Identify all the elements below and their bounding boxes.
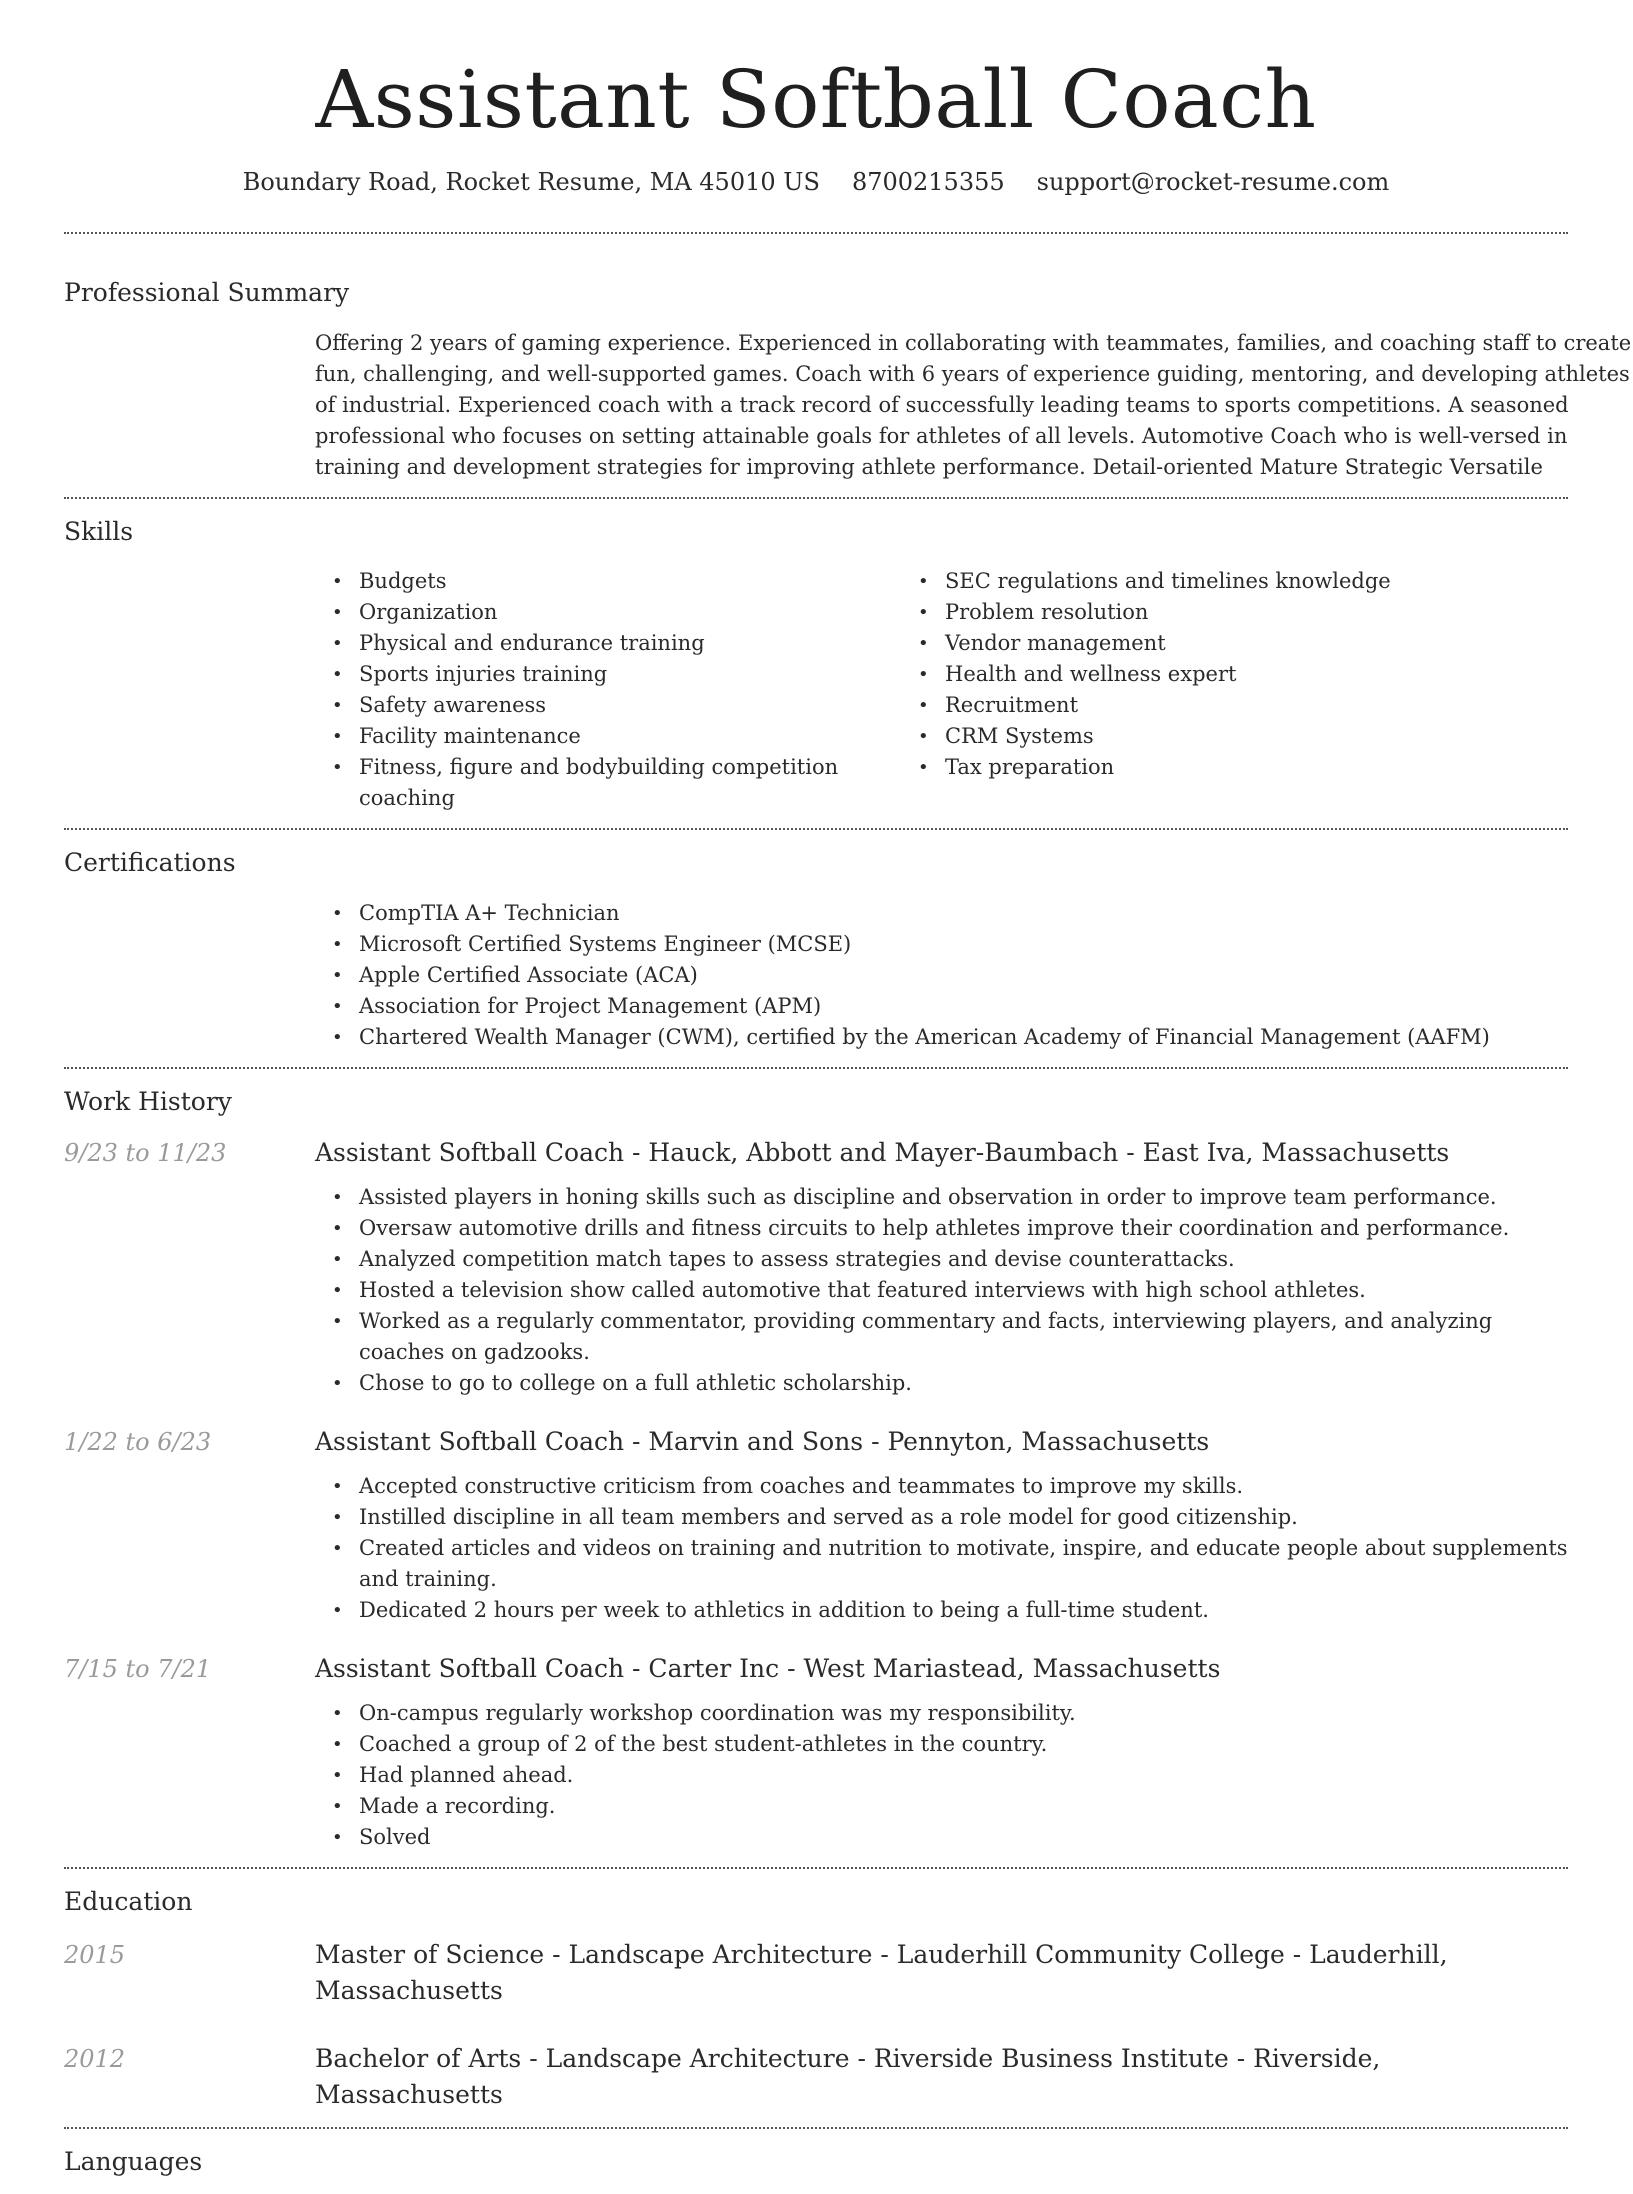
job-bullet: • Made a recording. (315, 1791, 1568, 1822)
education-entry (64, 2041, 1568, 2113)
job-bullet: • Accepted constructive criticism from coaches and teammates to improve my skills. (315, 1471, 1568, 1502)
job-bullets (315, 1471, 1568, 1626)
section-title-certifications: Certifications (64, 844, 1568, 882)
section-title-summary: Professional Summary (64, 274, 1568, 312)
job-dates: 7/15 to 7/21 (64, 1652, 315, 1853)
job-bullet: • Hosted a television show called automotive that featured interviews with high school athletes. (315, 1275, 1568, 1306)
job-bullet: • Worked as a regularly commentator, providing commentary and facts, interviewing players, and analyzing coaches on gadzooks. (315, 1306, 1568, 1368)
section-skills (64, 499, 1568, 829)
job-dates: 9/23 to 11/23 (64, 1136, 315, 1399)
contact-line (64, 168, 1568, 196)
certifications-list (315, 898, 1568, 1053)
job-bullet: • Had planned ahead. (315, 1760, 1568, 1791)
section-title-education: Education (64, 1883, 1568, 1921)
skill-item: • Tax preparation (901, 752, 1568, 783)
section-title-languages: Languages (64, 2143, 1568, 2181)
job-bullet: • Analyzed competition match tapes to assess strategies and devise counterattacks. (315, 1244, 1568, 1275)
skill-item: • Problem resolution (901, 597, 1568, 628)
skill-item: • Vendor management (901, 628, 1568, 659)
job-heading: Assistant Softball Coach - Carter Inc - West Mariastead, Massachusetts (315, 1652, 1568, 1686)
skill-item: • Recruitment (901, 690, 1568, 721)
job-entry (64, 1136, 1568, 1399)
skill-item: • Fitness, figure and bodybuilding competition coaching (315, 752, 901, 814)
skills-list-left (315, 566, 901, 814)
resume-header (64, 0, 1568, 196)
job-heading: Assistant Softball Coach - Hauck, Abbott and Mayer-Baumbach - East Iva, Massachusetts (315, 1136, 1568, 1170)
contact-phone: 8700215355 (852, 168, 1005, 196)
job-bullets (315, 1698, 1568, 1853)
skill-item: • Budgets (315, 566, 901, 597)
skill-item: • Facility maintenance (315, 721, 901, 752)
section-summary (64, 234, 1568, 497)
job-entry (64, 1652, 1568, 1853)
certification-item: • Apple Certified Associate (ACA) (315, 960, 1568, 991)
contact-email: support@rocket-resume.com (1037, 168, 1390, 196)
job-bullet: • Oversaw automotive drills and fitness circuits to help athletes improve their coordination and performance. (315, 1213, 1568, 1244)
education-year: 2015 (64, 1937, 315, 2009)
contact-address: Boundary Road, Rocket Resume, MA 45010 US (243, 168, 820, 196)
certification-item: • Chartered Wealth Manager (CWM), certified by the American Academy of Financial Management (AAFM) (315, 1022, 1568, 1053)
job-bullet: • Created articles and videos on training and nutrition to motivate, inspire, and educate people about supplements and training. (315, 1533, 1568, 1595)
section-certifications (64, 830, 1568, 1067)
job-heading: Assistant Softball Coach - Marvin and Sons - Pennyton, Massachusetts (315, 1425, 1568, 1459)
section-languages (64, 2129, 1568, 2194)
education-year: 2012 (64, 2041, 315, 2113)
job-entry (64, 1425, 1568, 1626)
job-bullet: • Instilled discipline in all team members and served as a role model for good citizenship. (315, 1502, 1568, 1533)
job-dates: 1/22 to 6/23 (64, 1425, 315, 1626)
skill-item: • SEC regulations and timelines knowledge (901, 566, 1568, 597)
skill-item: • Health and wellness expert (901, 659, 1568, 690)
summary-text: Offering 2 years of gaming experience. Experienced in collaborating with teammates, families, and coaching staff to create fun, challenging, and well-supported games. Coach with 6 years of experience guiding, mentoring, and developing athletes of industrial. Experienced coach with a track record of successfully leading teams to sports competitions. A seasoned professional who focuses on setting attainable goals for athletes of all levels. Automotive Coach who is well-versed in training and development strategies for improving athlete performance. Detail-oriented Mature Strategic Versatile (315, 328, 1633, 483)
job-bullets (315, 1182, 1568, 1399)
skill-item: • Safety awareness (315, 690, 901, 721)
section-work-history (64, 1069, 1568, 1868)
job-bullet: • Assisted players in honing skills such as discipline and observation in order to improve team performance. (315, 1182, 1568, 1213)
education-text: Master of Science - Landscape Architecture - Lauderhill Community College - Lauderhill, Massachusetts (315, 1937, 1568, 2009)
section-title-skills: Skills (64, 513, 1568, 551)
job-bullet: • Solved (315, 1822, 1568, 1853)
skill-item: • Sports injuries training (315, 659, 901, 690)
education-text: Bachelor of Arts - Landscape Architecture - Riverside Business Institute - Riverside, Massachusetts (315, 2041, 1568, 2113)
job-bullet: • Coached a group of 2 of the best student-athletes in the country. (315, 1729, 1568, 1760)
candidate-name: Assistant Softball Coach (64, 52, 1568, 148)
job-bullet: • On-campus regularly workshop coordination was my responsibility. (315, 1698, 1568, 1729)
skill-item: • Organization (315, 597, 901, 628)
skill-item: • Physical and endurance training (315, 628, 901, 659)
job-bullet: • Chose to go to college on a full athletic scholarship. (315, 1368, 1568, 1399)
certification-item: • Association for Project Management (APM) (315, 991, 1568, 1022)
section-education (64, 1869, 1568, 2127)
section-title-work: Work History (64, 1083, 1568, 1121)
skill-item: • CRM Systems (901, 721, 1568, 752)
job-bullet: • Dedicated 2 hours per week to athletics in addition to being a full-time student. (315, 1595, 1568, 1626)
certification-item: • Microsoft Certified Systems Engineer (MCSE) (315, 929, 1568, 960)
education-entry (64, 1937, 1568, 2009)
certification-item: • CompTIA A+ Technician (315, 898, 1568, 929)
skills-list-right (901, 566, 1568, 814)
